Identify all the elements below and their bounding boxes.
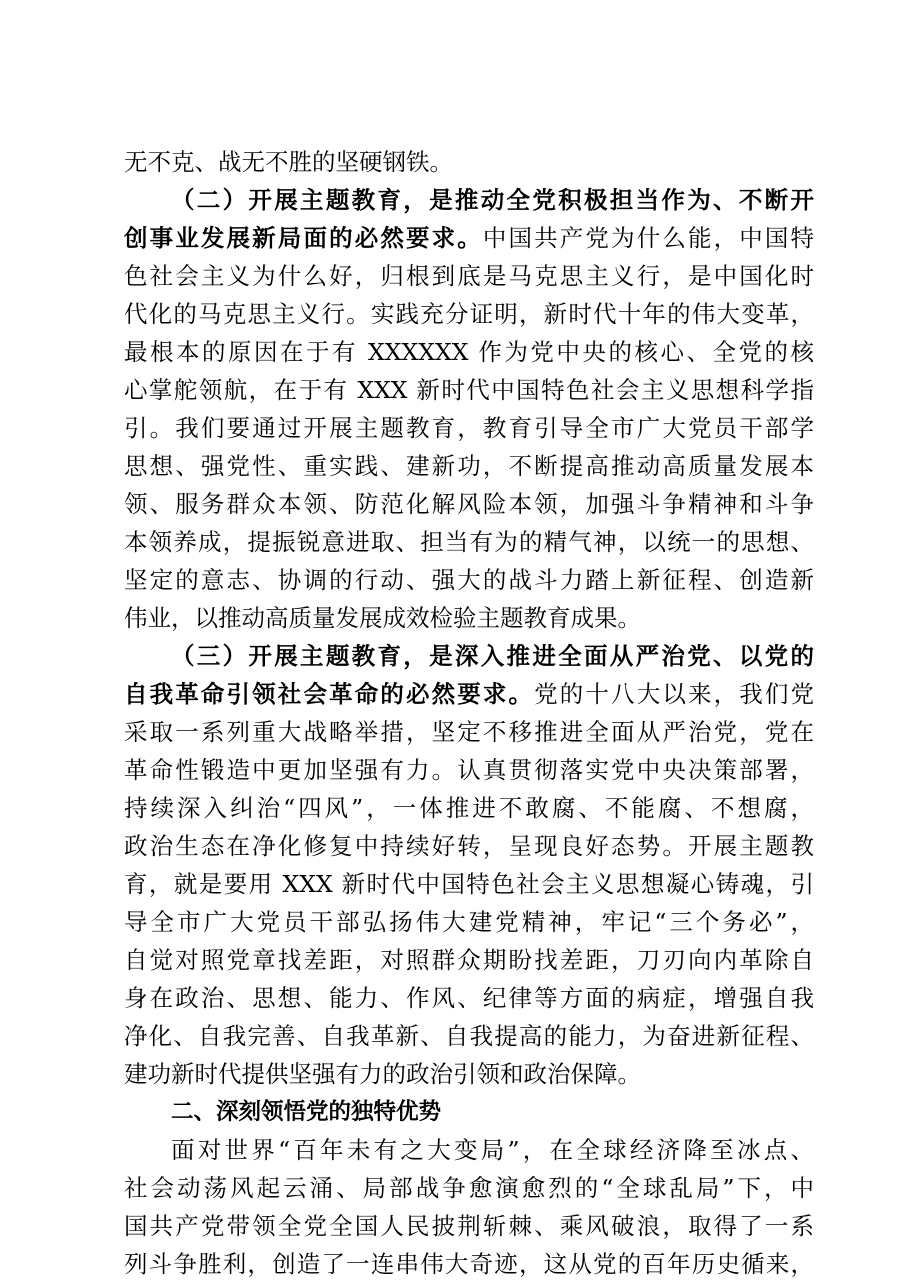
text-line: 本领养成，提振锐意进取、担当有为的精气神，以统一的思想、 xyxy=(124,528,814,556)
bold-text: 自我革命引领社会革命的必然要求。 xyxy=(124,680,535,708)
text-line: 育，就是要用 XXX 新时代中国特色社会主义思想凝心铸魂，引 xyxy=(124,870,814,898)
section-heading: 二、深刻领悟党的独特优势 xyxy=(171,1099,442,1125)
text-line: 革命性锻造中更加坚强有力。认真贯彻落实党中央决策部署， xyxy=(124,756,814,784)
text-line: 代化的马克思主义行。实践充分证明，新时代十年的伟大变革， xyxy=(124,300,814,328)
text-line: 坚定的意志、协调的行动、强大的战斗力踏上新征程、创造新 xyxy=(124,566,814,594)
text-line: 心掌舵领航，在于有 XXX 新时代中国特色社会主义思想科学指 xyxy=(124,376,814,404)
section-lead-line: （三）开展主题教育，是深入推进全面从严治党、以党的 xyxy=(171,642,814,670)
text-line: 无不克、战无不胜的坚硬钢铁。 xyxy=(124,148,453,176)
text-line xyxy=(124,222,814,254)
text-line: 领、服务群众本领、防范化解风险本领，加强斗争精神和斗争 xyxy=(124,490,814,518)
text-line: 净化、自我完善、自我革新、自我提高的能力，为奋进新征程、 xyxy=(124,1022,814,1050)
text-line: 自觉对照党章找差距，对照群众期盼找差距，刀刃向内革除自 xyxy=(124,946,814,974)
section-lead-line: （二）开展主题教育，是推动全党积极担当作为、不断开 xyxy=(171,186,814,214)
text-line: 持续深入纠治“四风”，一体推进不敢腐、不能腐、不想腐， xyxy=(124,794,814,822)
text-line: 导全市广大党员干部弘扬伟大建党精神，牢记“三个务必”， xyxy=(124,908,814,936)
bold-text: 创事业发展新局面的必然要求。 xyxy=(124,224,483,252)
text-line: 面对世界“百年未有之大变局”，在全球经济降至冰点、 xyxy=(171,1136,814,1164)
text-line: 政治生态在净化修复中持续好转，呈现良好态势。开展主题教 xyxy=(124,832,814,860)
text-line: 伟业，以推动高质量发展成效检验主题教育成果。 xyxy=(124,604,641,632)
text-line: 列斗争胜利，创造了一连串伟大奇迹，这从党的百年历史循来， xyxy=(124,1250,814,1278)
text-line: 思想、强党性、重实践、建新功，不断提高推动高质量发展本 xyxy=(124,452,814,480)
plain-text: 中国共产党为什么能，中国特 xyxy=(482,224,815,252)
text-line: 采取一系列重大战略举措，坚定不移推进全面从严治党，党在 xyxy=(124,718,814,746)
text-line: 建功新时代提供坚强有力的政治引领和政治保障。 xyxy=(124,1060,641,1088)
text-line: 身在政治、思想、能力、作风、纪律等方面的病症，增强自我 xyxy=(124,984,814,1012)
text-line: 国共产党带领全党全国人民披荆斩棘、乘风破浪，取得了一系 xyxy=(124,1212,814,1240)
text-line: 色社会主义为什么好，归根到底是马克思主义行，是中国化时 xyxy=(124,262,814,290)
plain-text: 党的十八大以来，我们党 xyxy=(534,680,815,708)
text-line: 社会动荡风起云涌、局部战争愈演愈烈的“全球乱局”下，中 xyxy=(124,1174,814,1202)
text-line: 引。我们要通过开展主题教育，教育引导全市广大党员干部学 xyxy=(124,414,814,442)
text-line xyxy=(124,678,814,710)
text-line: 最根本的原因在于有 XXXXXX 作为党中央的核心、全党的核 xyxy=(124,338,814,366)
